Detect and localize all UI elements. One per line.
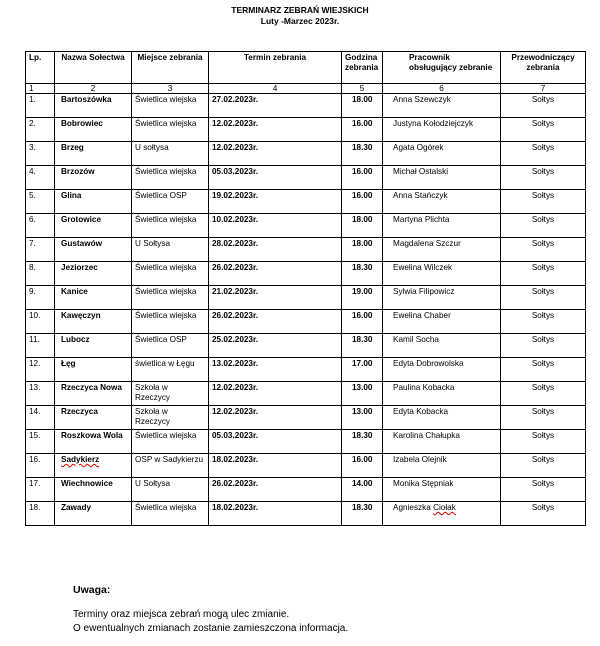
cell-name: Zawady <box>55 502 132 526</box>
cell-place: U Sołtysa <box>132 238 209 262</box>
meetings-table <box>25 51 586 526</box>
cell-date: 19.02.2023r. <box>209 190 342 214</box>
header-lp: Lp. <box>26 52 55 84</box>
header-date: Termin zebrania <box>209 52 342 84</box>
table-row <box>26 478 586 502</box>
cell-date: 25.02.2023r. <box>209 334 342 358</box>
column-number: 5 <box>342 84 383 94</box>
cell-worker: Edyta Kobacka <box>383 406 501 430</box>
cell-hour: 16.00 <box>342 166 383 190</box>
cell-worker: Martyna Plichta <box>383 214 501 238</box>
cell-lp: 7. <box>26 238 55 262</box>
cell-lp: 14. <box>26 406 55 430</box>
cell-name: Jeziorzec <box>55 262 132 286</box>
cell-chair: Sołtys <box>501 454 586 478</box>
cell-date: 18.02.2023r. <box>209 502 342 526</box>
cell-hour: 18.30 <box>342 502 383 526</box>
table-row <box>26 334 586 358</box>
cell-worker: Ewelina Wilczek <box>383 262 501 286</box>
table-row <box>26 166 586 190</box>
column-number: 2 <box>55 84 132 94</box>
cell-worker: Edyta Dobrowolska <box>383 358 501 382</box>
cell-place: Świetlica wiejska <box>132 286 209 310</box>
column-number: 4 <box>209 84 342 94</box>
table-row <box>26 430 586 454</box>
notes-heading: Uwaga: <box>73 584 111 596</box>
cell-worker: Karolina Chałupka <box>383 430 501 454</box>
cell-date: 27.02.2023r. <box>209 94 342 118</box>
table-row <box>26 238 586 262</box>
cell-date: 05.03.2023r. <box>209 166 342 190</box>
cell-worker: Kamil Socha <box>383 334 501 358</box>
cell-place: Świetlica wiejska <box>132 262 209 286</box>
cell-lp: 11. <box>26 334 55 358</box>
cell-place: Świetlica wiejska <box>132 166 209 190</box>
table-row <box>26 190 586 214</box>
cell-hour: 18.30 <box>342 430 383 454</box>
cell-date: 12.02.2023r. <box>209 406 342 430</box>
cell-chair: Sołtys <box>501 478 586 502</box>
cell-name: Wiechnowice <box>55 478 132 502</box>
cell-worker: Michał Ostalski <box>383 166 501 190</box>
notes-line: O ewentualnych zmianach zostanie zamieszczona informacja. <box>73 623 349 634</box>
header-worker: Pracownik obsługujący zebranie <box>383 52 501 84</box>
cell-lp: 6. <box>26 214 55 238</box>
cell-worker: Izabela Olejnik <box>383 454 501 478</box>
cell-chair: Sołtys <box>501 142 586 166</box>
cell-place: Świetlica wiejska <box>132 118 209 142</box>
cell-place: Świetlica OSP <box>132 190 209 214</box>
cell-worker: Justyna Kołodziejczyk <box>383 118 501 142</box>
cell-date: 18.02.2023r. <box>209 454 342 478</box>
cell-name: Sadykierz <box>55 454 132 478</box>
cell-lp: 13. <box>26 382 55 406</box>
table-header-row <box>26 52 586 84</box>
cell-hour: 13.00 <box>342 406 383 430</box>
cell-hour: 16.00 <box>342 118 383 142</box>
cell-date: 28.02.2023r. <box>209 238 342 262</box>
cell-hour: 18.30 <box>342 334 383 358</box>
cell-chair: Sołtys <box>501 334 586 358</box>
cell-date: 21.02.2023r. <box>209 286 342 310</box>
cell-worker: Sylwia Filipowicz <box>383 286 501 310</box>
cell-chair: Sołtys <box>501 94 586 118</box>
cell-name: Brzeg <box>55 142 132 166</box>
cell-lp: 8. <box>26 262 55 286</box>
cell-name: Lubocz <box>55 334 132 358</box>
cell-place: U sołtysa <box>132 142 209 166</box>
cell-date: 26.02.2023r. <box>209 262 342 286</box>
cell-name: Kanice <box>55 286 132 310</box>
cell-hour: 13.00 <box>342 382 383 406</box>
document-title: TERMINARZ ZEBRAŃ WIEJSKICH <box>231 5 369 15</box>
cell-worker: Anna Szewczyk <box>383 94 501 118</box>
cell-chair: Sołtys <box>501 190 586 214</box>
cell-chair: Sołtys <box>501 118 586 142</box>
table-row <box>26 406 586 430</box>
cell-place: świetlica w Łęgu <box>132 358 209 382</box>
cell-name: Łęg <box>55 358 132 382</box>
cell-date: 26.02.2023r. <box>209 478 342 502</box>
cell-lp: 18. <box>26 502 55 526</box>
cell-hour: 14.00 <box>342 478 383 502</box>
cell-hour: 18.30 <box>342 142 383 166</box>
table-row <box>26 454 586 478</box>
table-row <box>26 286 586 310</box>
cell-worker: Magdalena Szczur <box>383 238 501 262</box>
cell-lp: 1. <box>26 94 55 118</box>
cell-name: Rzeczyca Nowa <box>55 382 132 406</box>
cell-date: 05.03.2023r. <box>209 430 342 454</box>
cell-worker: Ewelina Chaber <box>383 310 501 334</box>
table-row <box>26 382 586 406</box>
cell-hour: 18.30 <box>342 262 383 286</box>
cell-place: OSP w Sadykierzu <box>132 454 209 478</box>
header-chair: Przewodniczący zebrania <box>501 52 586 84</box>
cell-worker: Agnieszka Ciołak <box>383 502 501 526</box>
cell-chair: Sołtys <box>501 310 586 334</box>
cell-chair: Sołtys <box>501 238 586 262</box>
cell-name: Gustawów <box>55 238 132 262</box>
cell-lp: 17. <box>26 478 55 502</box>
cell-chair: Sołtys <box>501 382 586 406</box>
cell-chair: Sołtys <box>501 166 586 190</box>
cell-place: Świetlica wiejska <box>132 502 209 526</box>
table-row <box>26 214 586 238</box>
table-row <box>26 94 586 118</box>
table-row <box>26 118 586 142</box>
notes-section <box>73 584 348 636</box>
cell-name: Roszkowa Wola <box>55 430 132 454</box>
cell-hour: 16.00 <box>342 190 383 214</box>
cell-place: Szkoła w Rzeczycy <box>132 406 209 430</box>
cell-date: 26.02.2023r. <box>209 310 342 334</box>
column-number: 1 <box>26 84 55 94</box>
cell-chair: Sołtys <box>501 358 586 382</box>
cell-date: 13.02.2023r. <box>209 358 342 382</box>
cell-date: 10.02.2023r. <box>209 214 342 238</box>
table-row <box>26 502 586 526</box>
cell-name: Bartoszówka <box>55 94 132 118</box>
header-hour: Godzina zebrania <box>342 52 383 84</box>
header-name: Nazwa Sołectwa <box>55 52 132 84</box>
cell-chair: Sołtys <box>501 502 586 526</box>
cell-worker: Agata Ogórek <box>383 142 501 166</box>
cell-lp: 5. <box>26 190 55 214</box>
table-row <box>26 262 586 286</box>
cell-chair: Sołtys <box>501 286 586 310</box>
cell-name: Bobrowiec <box>55 118 132 142</box>
cell-worker: Paulina Kobacka <box>383 382 501 406</box>
cell-chair: Sołtys <box>501 430 586 454</box>
column-number: 3 <box>132 84 209 94</box>
cell-chair: Sołtys <box>501 406 586 430</box>
cell-chair: Sołtys <box>501 214 586 238</box>
table-row <box>26 310 586 334</box>
cell-lp: 4. <box>26 166 55 190</box>
cell-place: Świetlica wiejska <box>132 214 209 238</box>
cell-lp: 10. <box>26 310 55 334</box>
cell-place: Świetlica wiejska <box>132 430 209 454</box>
cell-hour: 18.00 <box>342 214 383 238</box>
cell-lp: 2. <box>26 118 55 142</box>
cell-hour: 18.00 <box>342 94 383 118</box>
cell-hour: 19.00 <box>342 286 383 310</box>
table-body <box>26 94 586 526</box>
cell-place: U Sołtysa <box>132 478 209 502</box>
cell-lp: 3. <box>26 142 55 166</box>
cell-name: Glina <box>55 190 132 214</box>
cell-place: Świetlica wiejska <box>132 310 209 334</box>
cell-name: Rzeczyca <box>55 406 132 430</box>
cell-name: Grotowice <box>55 214 132 238</box>
column-number: 6 <box>383 84 501 94</box>
cell-place: Szkoła w Rzeczycy <box>132 382 209 406</box>
cell-worker: Monika Stępniak <box>383 478 501 502</box>
cell-date: 12.02.2023r. <box>209 382 342 406</box>
table-row <box>26 358 586 382</box>
cell-hour: 16.00 <box>342 454 383 478</box>
cell-date: 12.02.2023r. <box>209 142 342 166</box>
document-subtitle: Luty -Marzec 2023r. <box>260 16 340 26</box>
cell-date: 12.02.2023r. <box>209 118 342 142</box>
notes-line: Terminy oraz miejsca zebrań mogą ulec zmianie. <box>73 609 290 620</box>
cell-place: Świetlica OSP <box>132 334 209 358</box>
cell-place: Świetlica wiejska <box>132 94 209 118</box>
table-row <box>26 142 586 166</box>
header-place: Miejsce zebrania <box>132 52 209 84</box>
cell-lp: 9. <box>26 286 55 310</box>
cell-lp: 16. <box>26 454 55 478</box>
cell-hour: 16.00 <box>342 310 383 334</box>
cell-hour: 18.00 <box>342 238 383 262</box>
column-number: 7 <box>501 84 586 94</box>
cell-worker: Anna Stańczyk <box>383 190 501 214</box>
cell-name: Brzozów <box>55 166 132 190</box>
cell-lp: 12. <box>26 358 55 382</box>
cell-chair: Sołtys <box>501 262 586 286</box>
cell-lp: 15. <box>26 430 55 454</box>
cell-name: Kawęczyn <box>55 310 132 334</box>
column-number-row <box>26 84 586 94</box>
cell-hour: 17.00 <box>342 358 383 382</box>
